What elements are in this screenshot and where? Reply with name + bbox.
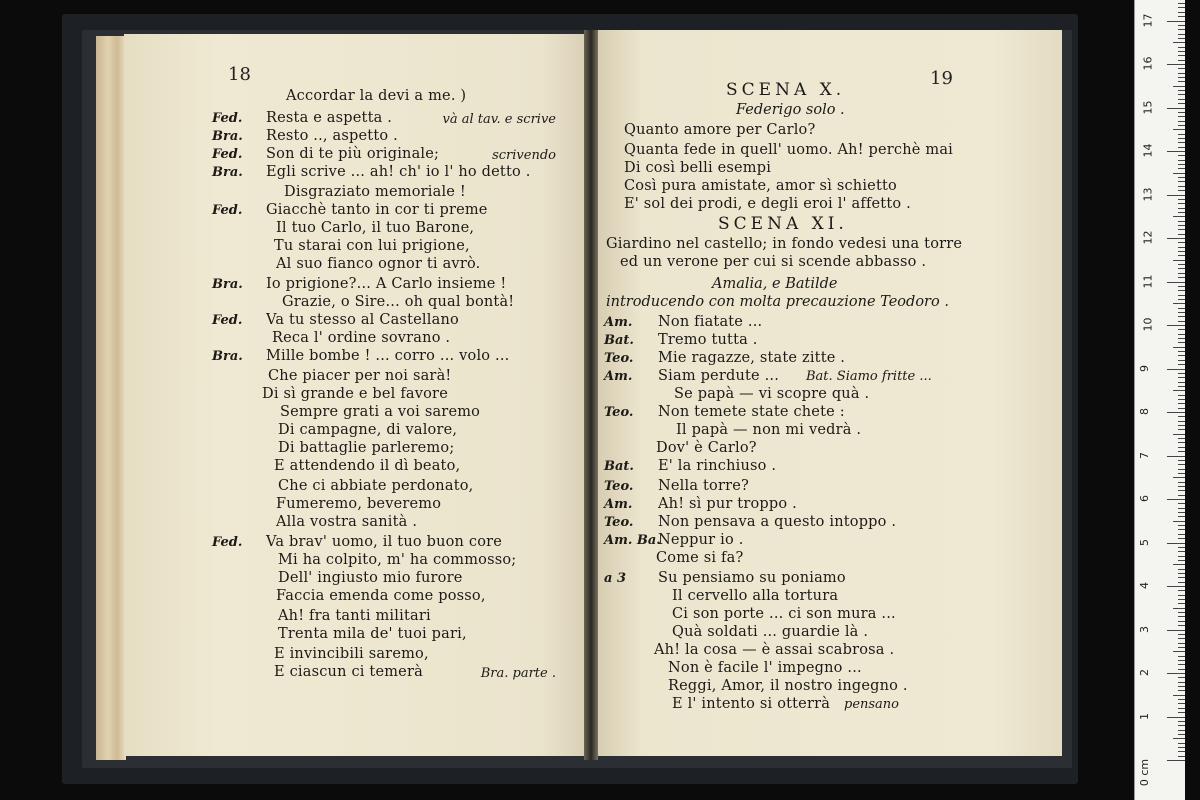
speaker-label: Fed. (212, 111, 243, 126)
ruler-tick (1178, 38, 1185, 39)
speaker-label: Bat. (604, 459, 634, 474)
ruler-tick (1178, 469, 1185, 470)
speaker-label: Am. (604, 497, 633, 512)
ruler-tick (1167, 499, 1185, 500)
ruler-tick (1178, 99, 1185, 100)
ruler-tick (1178, 403, 1185, 404)
verse-line: Disgraziato memoriale ! (284, 184, 466, 200)
speaker-label: Teo. (604, 351, 634, 366)
verse-line: Di sì grande e bel favore (262, 386, 448, 402)
ruler-tick (1178, 634, 1185, 635)
ruler-tick (1178, 464, 1185, 465)
speaker-label: Teo. (604, 405, 634, 420)
ruler-tick (1178, 460, 1185, 461)
ruler-tick (1167, 543, 1185, 544)
speaker-label: Bat. (604, 333, 634, 348)
ruler-tick (1178, 342, 1185, 343)
ruler-tick (1178, 208, 1185, 209)
speaker-label: Teo. (604, 479, 634, 494)
ruler-tick (1178, 612, 1185, 613)
ruler-tick (1178, 329, 1185, 330)
verse-line: E invincibili saremo, (274, 646, 429, 662)
ruler-tick (1173, 347, 1185, 348)
ruler-tick (1178, 669, 1185, 670)
ruler-tick (1178, 425, 1185, 426)
ruler-number: 7 (1138, 451, 1151, 459)
ruler-tick (1173, 303, 1185, 304)
ruler-tick (1178, 147, 1185, 148)
ruler-tick (1178, 386, 1185, 387)
verse-line: Al suo fianco ognor ti avrò. (276, 256, 481, 272)
ruler-tick (1178, 164, 1185, 165)
ruler-tick (1178, 373, 1185, 374)
ruler-tick (1178, 73, 1185, 74)
ruler-tick (1178, 12, 1185, 13)
ruler-number: 8 (1138, 408, 1151, 415)
measurement-ruler (1134, 0, 1185, 800)
ruler-tick (1178, 338, 1185, 339)
ruler-tick (1167, 369, 1185, 370)
ruler-tick (1178, 429, 1185, 430)
prose-line: Quanta fede in quell' uomo. Ah! perchè mai (624, 142, 953, 158)
ruler-tick (1178, 616, 1185, 617)
ruler-tick (1178, 34, 1185, 35)
ruler-tick (1178, 643, 1185, 644)
ruler-tick (1173, 695, 1185, 696)
ruler-tick (1178, 473, 1185, 474)
stage-direction: Bat. Siamo fritte ... (806, 369, 932, 384)
ruler-tick (1167, 586, 1185, 587)
ruler-tick (1178, 229, 1185, 230)
verse-line: Reca l' ordine sovrano . (272, 330, 451, 346)
ruler-tick (1178, 529, 1185, 530)
ruler-tick (1178, 255, 1185, 256)
ruler-tick (1178, 234, 1185, 235)
ruler-number: 6 (1138, 495, 1151, 502)
ruler-tick (1178, 299, 1185, 300)
ruler-unit-label: 0 cm (1138, 758, 1152, 787)
verse-line: Siam perdute ... (658, 368, 780, 384)
verse-line: Nella torre? (658, 478, 749, 494)
ruler-tick (1178, 595, 1185, 596)
ruler-tick (1167, 108, 1185, 109)
ruler-number: 1 (1138, 712, 1151, 720)
ruler-tick (1178, 103, 1185, 104)
ruler-tick (1167, 412, 1185, 413)
verse-line: Se papà — vi scopre quà . (674, 386, 870, 402)
ruler-tick (1173, 86, 1185, 87)
speaker-label: Bra. (212, 277, 243, 292)
ruler-tick (1178, 708, 1185, 709)
ruler-tick (1178, 312, 1185, 313)
ruler-tick (1178, 751, 1185, 752)
ruler-tick (1178, 160, 1185, 161)
verse-line: Fumeremo, beveremo (276, 496, 442, 512)
ruler-tick (1178, 664, 1185, 665)
ruler-tick (1178, 60, 1185, 61)
ruler-tick (1178, 638, 1185, 639)
verse-line: Accordar la devi a me. ) (286, 88, 467, 104)
verse-line: Io prigione?... A Carlo insieme ! (266, 276, 507, 292)
ruler-tick (1178, 656, 1185, 657)
ruler-tick (1178, 525, 1185, 526)
ruler-tick (1178, 25, 1185, 26)
ruler-tick (1178, 90, 1185, 91)
ruler-tick (1178, 682, 1185, 683)
verse-line: Resto .., aspetto . (266, 128, 398, 144)
ruler-tick (1178, 512, 1185, 513)
ruler-tick (1167, 760, 1185, 761)
verse-line: Non è facile l' impegno ... (668, 660, 862, 676)
speaker-label: Am. Ba. (604, 533, 661, 548)
ruler-tick (1173, 608, 1185, 609)
ruler-tick (1178, 138, 1185, 139)
ruler-tick (1178, 382, 1185, 383)
verse-line: Tremo tutta . (658, 332, 758, 348)
verse-line: Come si fa? (656, 550, 744, 566)
ruler-tick (1178, 47, 1185, 48)
ruler-tick (1178, 451, 1185, 452)
ruler-tick (1178, 508, 1185, 509)
ruler-tick (1178, 321, 1185, 322)
ruler-tick (1173, 738, 1185, 739)
speaker-label: Fed. (212, 147, 243, 162)
ruler-tick (1178, 242, 1185, 243)
ruler-tick (1178, 186, 1185, 187)
ruler-tick (1167, 64, 1185, 65)
ruler-tick (1178, 364, 1185, 365)
ruler-tick (1173, 173, 1185, 174)
ruler-tick (1178, 155, 1185, 156)
ruler-tick (1178, 756, 1185, 757)
ruler-tick (1178, 577, 1185, 578)
verse-line: Quà soldati ... guardie là . (672, 624, 869, 640)
ruler-tick (1173, 42, 1185, 43)
ruler-tick (1178, 268, 1185, 269)
ruler-tick (1178, 582, 1185, 583)
verse-line: Va brav' uomo, il tuo buon core (266, 534, 503, 550)
verse-line: Ci son porte ... ci son mura ... (672, 606, 896, 622)
ruler-tick (1178, 573, 1185, 574)
ruler-tick (1178, 438, 1185, 439)
ruler-number: 17 (1141, 13, 1155, 27)
ruler-tick (1178, 734, 1185, 735)
scene-11-characters: Amalia, e Batilde (712, 276, 838, 292)
ruler-tick (1167, 325, 1185, 326)
scene-10-heading: SCENA X. (726, 80, 846, 100)
ruler-tick (1178, 29, 1185, 30)
ruler-tick (1178, 203, 1185, 204)
ruler-number: 2 (1138, 669, 1151, 676)
verse-line: Mille bombe ! ... corro ... volo ... (266, 348, 510, 364)
ruler-tick (1178, 590, 1185, 591)
ruler-tick (1178, 730, 1185, 731)
ruler-tick (1178, 55, 1185, 56)
ruler-tick (1178, 647, 1185, 648)
verse-line: Che ci abbiate perdonato, (278, 478, 474, 494)
ruler-tick (1178, 743, 1185, 744)
ruler-number: 13 (1141, 187, 1155, 201)
ruler-tick (1178, 355, 1185, 356)
verse-line: Mi ha colpito, m' ha commosso; (278, 552, 517, 568)
stage-direction: scrivendo (492, 148, 556, 163)
ruler-tick (1167, 673, 1185, 674)
ruler-tick (1178, 569, 1185, 570)
verse-line: Faccia emenda come posso, (276, 588, 486, 604)
ruler-tick (1178, 599, 1185, 600)
ruler-tick (1178, 251, 1185, 252)
page-number-left: 18 (228, 64, 251, 85)
ruler-tick (1178, 116, 1185, 117)
ruler-number: 3 (1138, 625, 1151, 633)
verse-line: Ah! la cosa — è assai scabrosa . (654, 642, 895, 658)
verse-line: Mie ragazze, state zitte . (658, 350, 846, 366)
ruler-tick (1167, 21, 1185, 22)
verse-line: Non fiatate ... (658, 314, 763, 330)
page-number-right: 19 (930, 68, 953, 89)
ruler-number: 4 (1138, 582, 1151, 589)
ruler-tick (1173, 216, 1185, 217)
ruler-tick (1178, 686, 1185, 687)
ruler-tick (1178, 721, 1185, 722)
ruler-tick (1178, 699, 1185, 700)
verse-line: Tu starai con lui prigione, (274, 238, 470, 254)
ruler-tick (1178, 7, 1185, 8)
ruler-tick (1167, 238, 1185, 239)
ruler-tick (1178, 490, 1185, 491)
setting-line: Giardino nel castello; in fondo vedesi una torre (606, 236, 963, 252)
speaker-label: Bra. (212, 349, 243, 364)
ruler-tick (1178, 495, 1185, 496)
ruler-tick (1178, 264, 1185, 265)
ruler-tick (1178, 486, 1185, 487)
ruler-tick (1178, 94, 1185, 95)
ruler-tick (1178, 277, 1185, 278)
ruler-tick (1178, 560, 1185, 561)
speaker-label: Bra. (212, 129, 243, 144)
prose-line: Quanto amore per Carlo? (624, 122, 816, 138)
ruler-number: 5 (1138, 538, 1151, 546)
ruler-tick (1178, 703, 1185, 704)
ruler-tick (1178, 168, 1185, 169)
stage-direction: pensano (844, 697, 900, 712)
ruler-number: 11 (1141, 274, 1155, 288)
ruler-tick (1178, 621, 1185, 622)
speaker-label: Teo. (604, 515, 634, 530)
verse-line: Ah! sì pur troppo . (658, 496, 797, 512)
ruler-tick (1178, 134, 1185, 135)
ruler-number: 12 (1141, 230, 1155, 245)
verse-line: Non temete state chete : (658, 404, 845, 420)
ruler-tick (1167, 282, 1185, 283)
ruler-number: 10 (1141, 317, 1155, 332)
ruler-tick (1178, 421, 1185, 422)
ruler-tick (1173, 564, 1185, 565)
ruler-tick (1178, 747, 1185, 748)
ruler-tick (1178, 316, 1185, 317)
verse-line: Di campagne, di valore, (278, 422, 458, 438)
ruler-tick (1167, 717, 1185, 718)
ruler-tick (1178, 142, 1185, 143)
ruler-tick (1178, 395, 1185, 396)
ruler-tick (1173, 390, 1185, 391)
ruler-tick (1178, 725, 1185, 726)
verse-line: Sempre grati a voi saremo (280, 404, 481, 420)
ruler-tick (1178, 247, 1185, 248)
ruler-tick (1178, 308, 1185, 309)
verse-line: Ah! fra tanti militari (278, 608, 431, 624)
ruler-tick (1178, 181, 1185, 182)
book-gutter (584, 30, 598, 760)
ruler-tick (1178, 273, 1185, 274)
ruler-number: 14 (1141, 143, 1155, 158)
ruler-tick (1178, 712, 1185, 713)
ruler-tick (1178, 16, 1185, 17)
verse-line: Il papà — non mi vedrà . (676, 422, 862, 438)
ruler-tick (1173, 477, 1185, 478)
verse-line: Trenta mila de' tuoi pari, (278, 626, 467, 642)
verse-line: Resta e aspetta . (266, 110, 393, 126)
verse-line: Su pensiamo su poniamo (658, 570, 846, 586)
setting-line: ed un verone per cui si scende abbasso . (620, 254, 927, 270)
ruler-tick (1178, 121, 1185, 122)
ruler-tick (1178, 51, 1185, 52)
ruler-number: 16 (1141, 56, 1155, 71)
verse-line: Giacchè tanto in cor ti preme (266, 202, 488, 218)
ruler-tick (1178, 295, 1185, 296)
ruler-tick (1178, 447, 1185, 448)
verse-line: Neppur io . (658, 532, 744, 548)
verse-line: Va tu stesso al Castellano (266, 312, 459, 328)
ruler-tick (1178, 690, 1185, 691)
ruler-tick (1178, 225, 1185, 226)
ruler-tick (1178, 68, 1185, 69)
stage-direction: Bra. parte . (480, 666, 556, 681)
ruler-tick (1178, 603, 1185, 604)
verse-line: Dell' ingiusto mio furore (278, 570, 463, 586)
verse-line: Egli scrive ... ah! ch' io l' ho detto . (266, 164, 531, 180)
ruler-tick (1178, 125, 1185, 126)
ruler-tick (1178, 334, 1185, 335)
ruler-tick (1173, 434, 1185, 435)
speaker-label: Fed. (212, 535, 243, 550)
ruler-tick (1178, 112, 1185, 113)
ruler-tick (1178, 177, 1185, 178)
verse-line: Non pensava a questo intoppo . (658, 514, 897, 530)
ruler-tick (1178, 360, 1185, 361)
ruler-tick (1178, 81, 1185, 82)
ruler-number: 9 (1138, 364, 1151, 372)
scene-11-direction: introducendo con molta precauzione Teodoro . (606, 294, 949, 310)
ruler-tick (1178, 3, 1185, 4)
ruler-tick (1173, 651, 1185, 652)
ruler-tick (1178, 351, 1185, 352)
verse-line: E l' intento si otterrà (672, 696, 831, 712)
prose-line: Così pura amistate, amor sì schietto (624, 178, 897, 194)
ruler-tick (1178, 538, 1185, 539)
ruler-tick (1178, 516, 1185, 517)
ruler-tick (1178, 556, 1185, 557)
ruler-tick (1178, 399, 1185, 400)
speaker-label: Am. (604, 369, 633, 384)
ruler-tick (1178, 290, 1185, 291)
right-page (596, 30, 1062, 756)
ruler-tick (1173, 129, 1185, 130)
left-page (124, 34, 586, 756)
ruler-tick (1178, 503, 1185, 504)
ruler-tick (1178, 551, 1185, 552)
verse-line: Il tuo Carlo, il tuo Barone, (276, 220, 475, 236)
ruler-tick (1178, 286, 1185, 287)
ruler-tick (1178, 221, 1185, 222)
ruler-number: 15 (1141, 100, 1155, 114)
speaker-label: Fed. (212, 313, 243, 328)
ruler-tick (1178, 416, 1185, 417)
verse-line: Di battaglie parleremo; (278, 440, 455, 456)
ruler-tick (1178, 547, 1185, 548)
ruler-tick (1178, 482, 1185, 483)
verse-line: Che piacer per noi sarà! (268, 368, 452, 384)
verse-line: Alla vostra sanità . (276, 514, 418, 530)
ruler-tick (1178, 190, 1185, 191)
ruler-tick (1178, 199, 1185, 200)
ruler-tick (1167, 195, 1185, 196)
verse-line: E attendendo il dì beato, (274, 458, 461, 474)
ruler-tick (1173, 260, 1185, 261)
ruler-tick (1178, 442, 1185, 443)
verse-line: Dov' è Carlo? (656, 440, 757, 456)
ruler-tick (1167, 630, 1185, 631)
verse-line: E ciascun ci temerà (274, 664, 423, 680)
ruler-tick (1178, 625, 1185, 626)
ruler-tick (1178, 408, 1185, 409)
page-edges (96, 36, 126, 760)
verse-line: E' la rinchiuso . (658, 458, 777, 474)
ruler-tick (1178, 212, 1185, 213)
verse-line: Son di te più originale; (266, 146, 440, 162)
speaker-label: Am. (604, 315, 633, 330)
ruler-tick (1178, 534, 1185, 535)
ruler-tick (1167, 456, 1185, 457)
stage-direction: và al tav. e scrive (442, 112, 556, 127)
scene-11-heading: SCENA XI. (718, 214, 848, 234)
verse-line: Il cervello alla tortura (672, 588, 839, 604)
prose-line: Di così belli esempi (624, 160, 772, 176)
verse-line: Grazie, o Sire... oh qual bontà! (282, 294, 515, 310)
verse-line: Reggi, Amor, il nostro ingegno . (668, 678, 908, 694)
speaker-label: a 3 (604, 571, 626, 586)
ruler-tick (1178, 660, 1185, 661)
speaker-label: Bra. (212, 165, 243, 180)
ruler-tick (1178, 677, 1185, 678)
speaker-label: Fed. (212, 203, 243, 218)
scene-10-subtitle: Federigo solo . (736, 102, 845, 118)
ruler-tick (1178, 77, 1185, 78)
ruler-tick (1173, 521, 1185, 522)
ruler-tick (1167, 151, 1185, 152)
prose-line: E' sol dei prodi, e degli eroi l' affetto . (624, 196, 911, 212)
ruler-tick (1178, 377, 1185, 378)
